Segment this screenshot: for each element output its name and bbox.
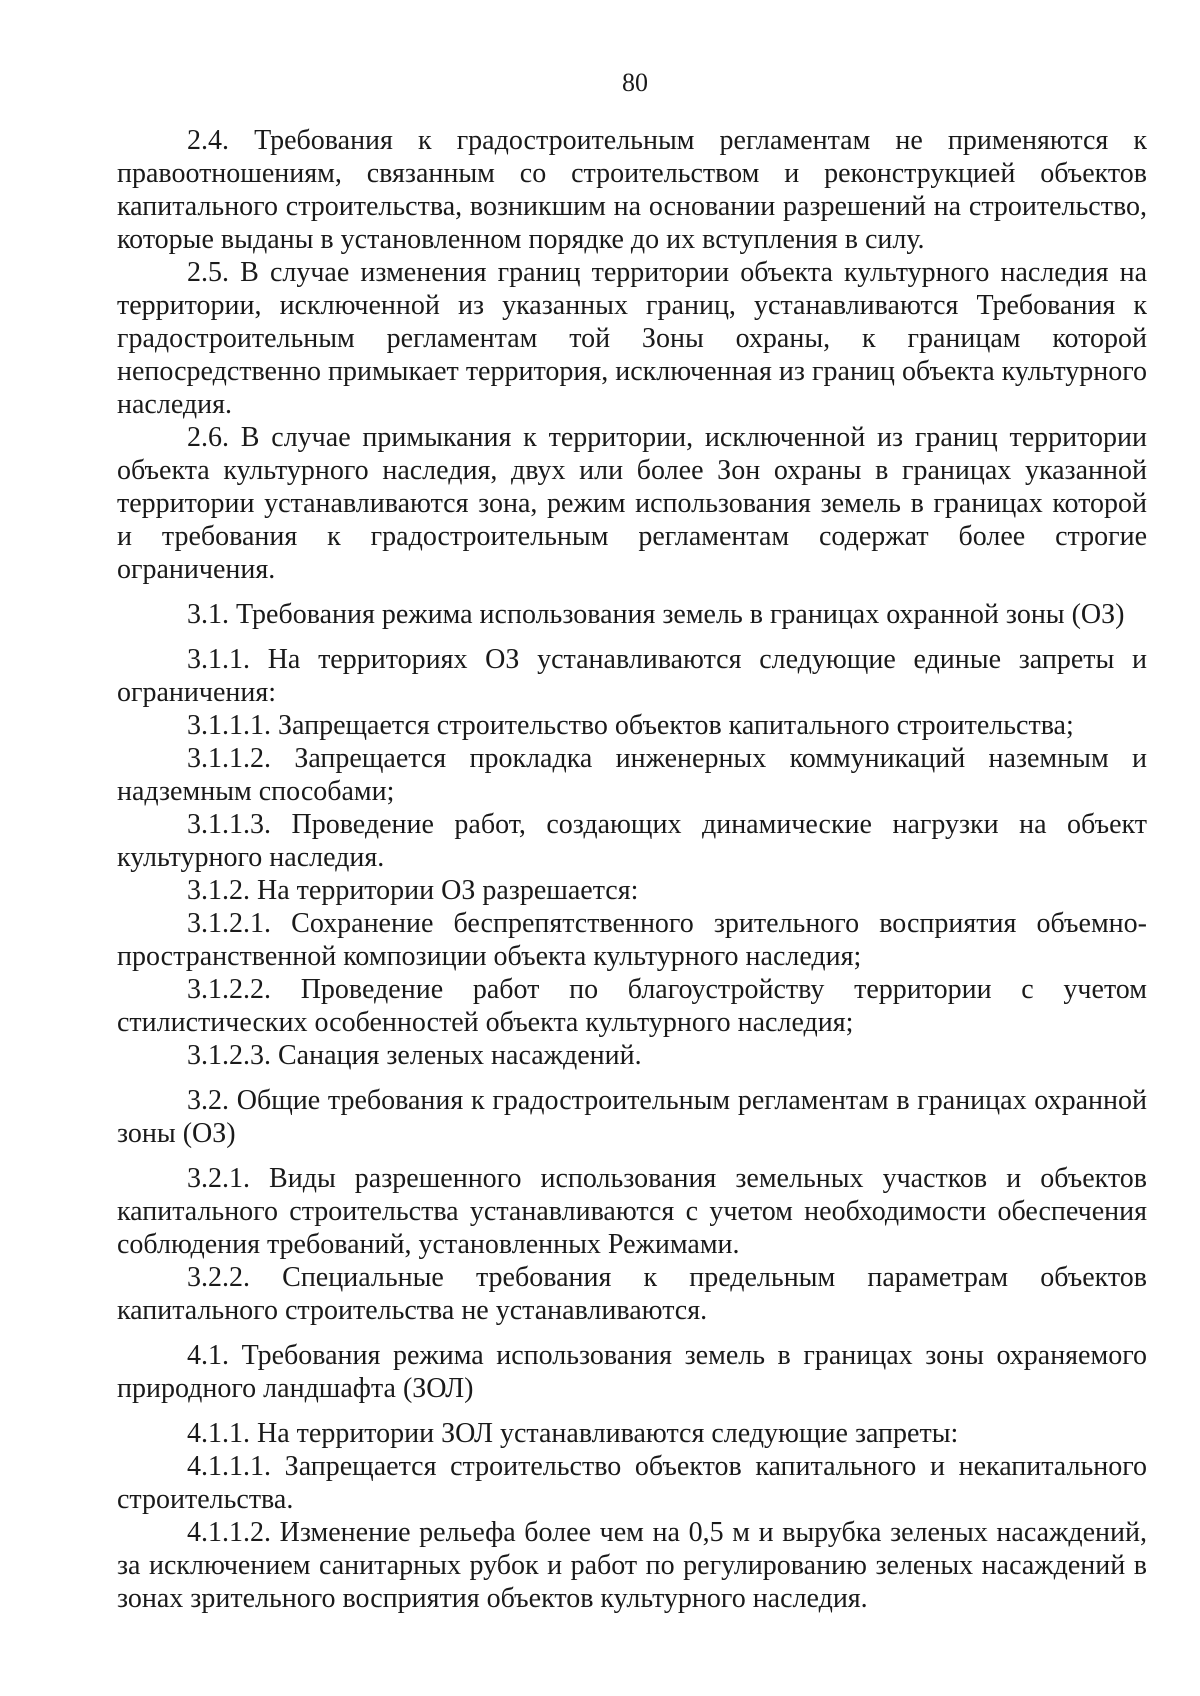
- document-body: [117, 124, 1147, 1615]
- page-number: 80: [622, 68, 648, 97]
- paragraph-3-1-2-1: 3.1.2.1. Сохранение беспрепятственного зрительного восприятия объемно-пространственной композиции объекта культурного наследия;: [117, 908, 1147, 972]
- paragraph-4-1-1-2: 4.1.1.2. Изменение рельефа более чем на 0,5 м и вырубка зеленых насаждений, за исключением санитарных рубок и работ по регулированию зеленых насаждений в зонах зрительного восприятия объектов культурного наследия.: [117, 1517, 1147, 1614]
- paragraph-2-5: 2.5. В случае изменения границ территории объекта культурного наследия на территории, исключенной из указанных границ, устанавливаются Требования к градостроительным регламентам той Зоны охраны, к границам которой непосредственно примыкает территория, исключенная из границ объекта культурного наследия.: [117, 257, 1147, 420]
- paragraph-3-1-1-3: 3.1.1.3. Проведение работ, создающих динамические нагрузки на объект культурного наследия.: [117, 809, 1147, 873]
- paragraph-3-2-1: 3.2.1. Виды разрешенного использования земельных участков и объектов капитального строительства устанавливаются с учетом необходимости обеспечения соблюдения требований, установленных Режимами.: [117, 1163, 1147, 1260]
- paragraph-4-1-1-1: 4.1.1.1. Запрещается строительство объектов капитального и некапитального строительства.: [117, 1451, 1147, 1515]
- section-heading-4-1: 4.1. Требования режима использования земель в границах зоны охраняемого природного ландшафта (ЗОЛ): [117, 1340, 1147, 1404]
- section-heading-3-1: 3.1. Требования режима использования земель в границах охранной зоны (ОЗ): [187, 599, 1125, 630]
- paragraph-3-1-2-2: 3.1.2.2. Проведение работ по благоустройству территории с учетом стилистических особенностей объекта культурного наследия;: [117, 974, 1147, 1038]
- paragraph-4-1-1: 4.1.1. На территории ЗОЛ устанавливаются следующие запреты:: [187, 1418, 959, 1449]
- paragraph-3-1-1-1: 3.1.1.1. Запрещается строительство объектов капитального строительства;: [187, 710, 1074, 741]
- paragraph-3-1-1: 3.1.1. На территориях ОЗ устанавливаются следующие единые запреты и ограничения:: [117, 644, 1147, 708]
- paragraph-3-2-2: 3.2.2. Специальные требования к предельным параметрам объектов капитального строительства не устанавливаются.: [117, 1262, 1147, 1326]
- paragraph-2-6: 2.6. В случае примыкания к территории, исключенной из границ территории объекта культурного наследия, двух или более Зон охраны в границах указанной территории устанавливаются зона, режим использования земель в границах которой и требования к градостроительным регламентам содержат более строгие ограничения.: [117, 422, 1147, 585]
- paragraph-3-1-2-3: 3.1.2.3. Санация зеленых насаждений.: [187, 1040, 642, 1071]
- paragraph-2-4: 2.4. Требования к градостроительным регламентам не применяются к правоотношениям, связанным со строительством и реконструкцией объектов капитального строительства, возникшим на основании разрешений на строительство, которые выданы в установленном порядке до их вступления в силу.: [117, 125, 1147, 255]
- paragraph-3-1-1-2: 3.1.1.2. Запрещается прокладка инженерных коммуникаций наземным и надземным способами;: [117, 743, 1147, 807]
- section-heading-3-2: 3.2. Общие требования к градостроительным регламентам в границах охранной зоны (ОЗ): [117, 1085, 1147, 1149]
- paragraph-3-1-2: 3.1.2. На территории ОЗ разрешается:: [187, 875, 639, 906]
